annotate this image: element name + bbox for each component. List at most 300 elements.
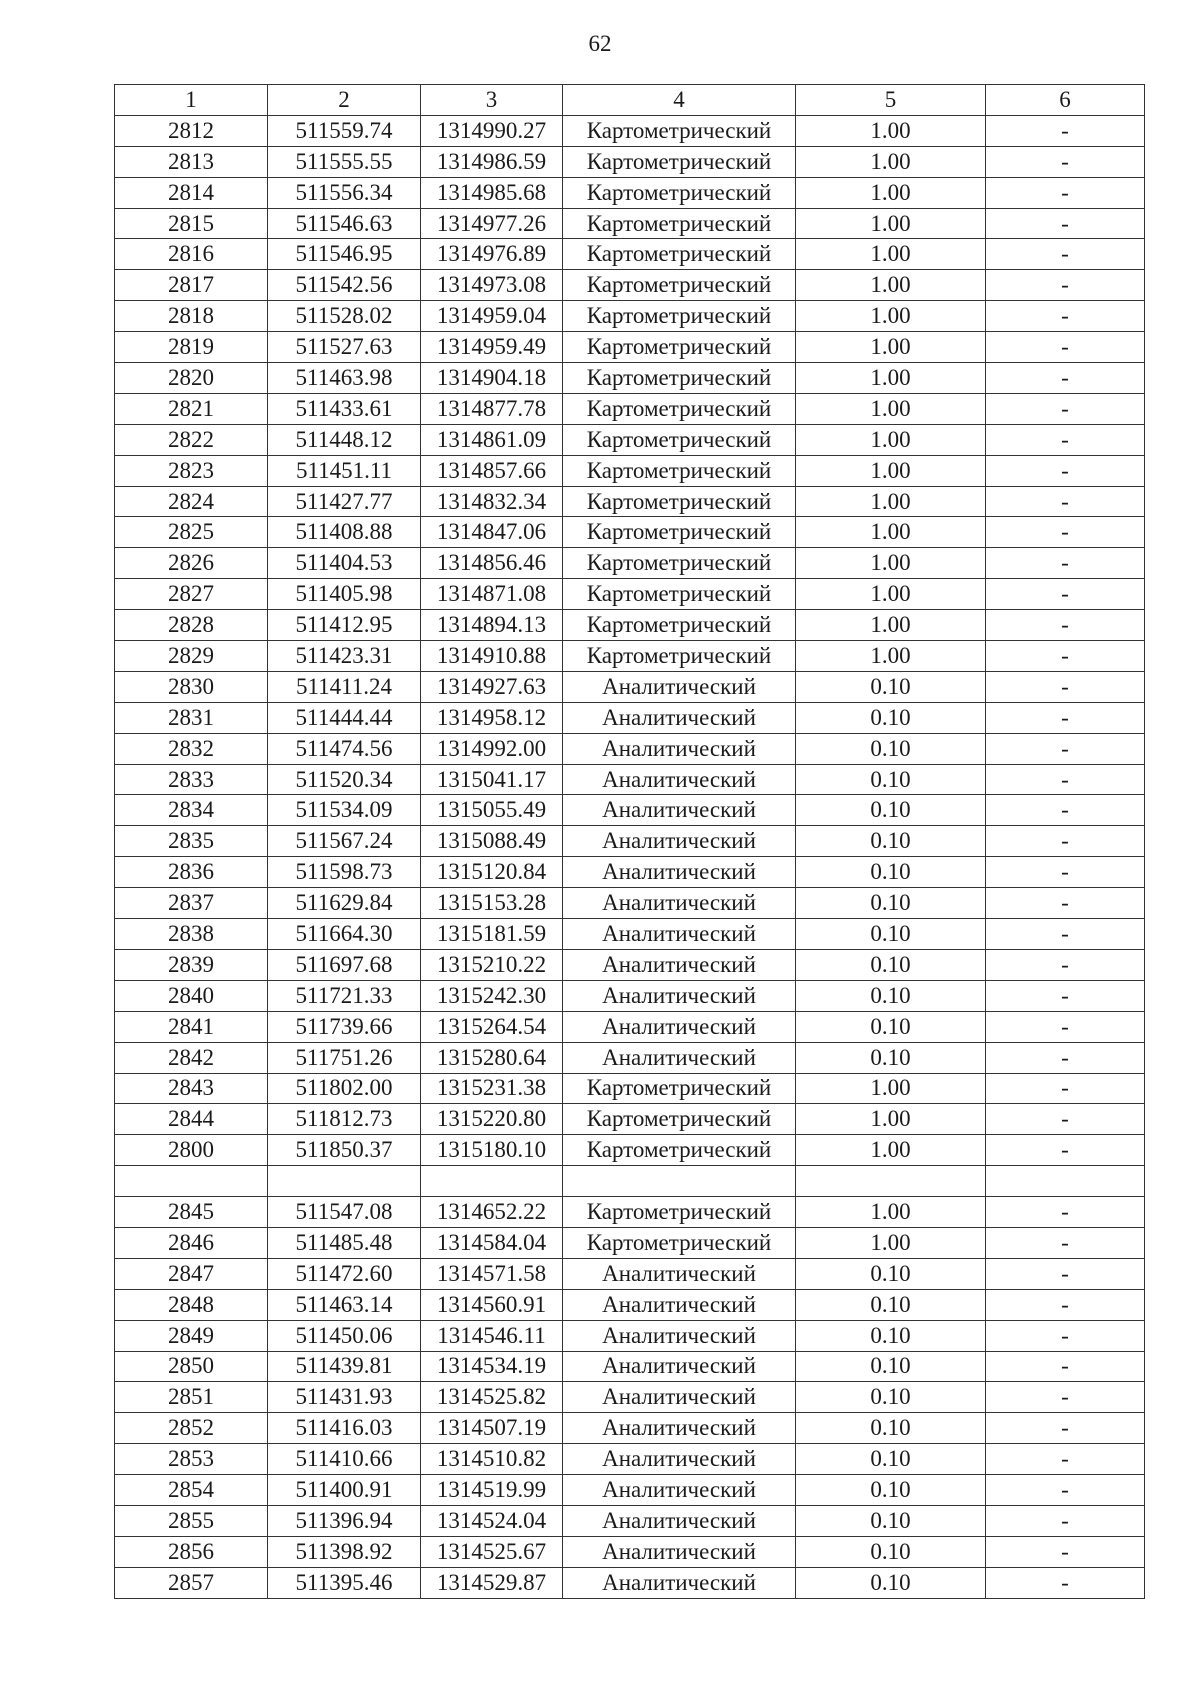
table-cell: Картометрический [563,424,796,455]
table-cell: 511396.94 [268,1505,421,1536]
table-cell: 1314976.89 [421,239,563,270]
table-row [115,980,1145,1011]
table-cell: 2832 [115,733,268,764]
table-cell: Аналитический [563,949,796,980]
table-cell: Аналитический [563,795,796,826]
table-cell: 2850 [115,1351,268,1382]
table-cell: - [986,919,1145,950]
table-cell: 0.10 [796,1536,986,1567]
table-row [115,393,1145,424]
table-cell: 0.10 [796,764,986,795]
table-cell: 511463.98 [268,363,421,394]
table-cell: 1315242.30 [421,980,563,1011]
table-cell: 1314510.82 [421,1444,563,1475]
table-cell: 1315153.28 [421,888,563,919]
table-cell: 1.00 [796,146,986,177]
table-row [115,146,1145,177]
table-cell: 2820 [115,363,268,394]
table-cell: 1315210.22 [421,949,563,980]
column-header: 4 [563,85,796,116]
table-cell: 1314546.11 [421,1320,563,1351]
table-cell: 0.10 [796,1011,986,1042]
table-cell: - [986,270,1145,301]
table-cell: 2817 [115,270,268,301]
table-cell: 0.10 [796,1351,986,1382]
table-cell: - [986,146,1145,177]
table-cell: Аналитический [563,733,796,764]
table-cell: 1.00 [796,455,986,486]
table-cell: 1314992.00 [421,733,563,764]
table-cell: - [986,239,1145,270]
table-cell: - [986,795,1145,826]
table-cell: - [986,671,1145,702]
table-cell: - [986,1042,1145,1073]
table-cell: 1314959.04 [421,301,563,332]
table-cell: 1314571.58 [421,1258,563,1289]
table-cell: 2821 [115,393,268,424]
table-cell: 2825 [115,517,268,548]
table-row [115,1135,1145,1166]
table-cell: - [986,1351,1145,1382]
table-cell: Аналитический [563,919,796,950]
table-cell: - [986,610,1145,641]
table-row [115,1505,1145,1536]
table-cell: Картометрический [563,548,796,579]
table-cell: 1.00 [796,641,986,672]
table-cell: 511450.06 [268,1320,421,1351]
table-cell: Картометрический [563,1197,796,1228]
table-cell: 511751.26 [268,1042,421,1073]
table-cell: 1315041.17 [421,764,563,795]
table-cell: 511546.63 [268,208,421,239]
table-cell: 511547.08 [268,1197,421,1228]
table-cell: 1314959.49 [421,332,563,363]
table-cell: 1314856.46 [421,548,563,579]
table-cell: 2851 [115,1382,268,1413]
table-row [115,888,1145,919]
table-cell: 1314832.34 [421,486,563,517]
table-cell: 2812 [115,115,268,146]
table-row [115,270,1145,301]
table-cell: 511416.03 [268,1413,421,1444]
table-row [115,702,1145,733]
blank-row [115,1166,1145,1197]
table-cell: - [986,1320,1145,1351]
table-cell: 1.00 [796,1073,986,1104]
table-row [115,733,1145,764]
table-cell: 1314861.09 [421,424,563,455]
table-cell: 2815 [115,208,268,239]
table-cell: 511527.63 [268,332,421,363]
table-cell: Аналитический [563,1382,796,1413]
table-cell: 2833 [115,764,268,795]
table-cell: Картометрический [563,301,796,332]
table-row [115,517,1145,548]
table-cell: 2838 [115,919,268,950]
table-cell: 2856 [115,1536,268,1567]
table-cell: - [986,579,1145,610]
table-cell: - [986,548,1145,579]
table-cell: 2847 [115,1258,268,1289]
table-cell: 511534.09 [268,795,421,826]
table-cell: 511395.46 [268,1567,421,1598]
table-cell: 2816 [115,239,268,270]
table-row [115,332,1145,363]
table-cell: 511850.37 [268,1135,421,1166]
table-cell: Аналитический [563,1505,796,1536]
table-cell: - [986,857,1145,888]
table-cell: 511474.56 [268,733,421,764]
table-cell: 2824 [115,486,268,517]
table-cell: 1314584.04 [421,1227,563,1258]
table-cell: 1314990.27 [421,115,563,146]
table-cell: Картометрический [563,177,796,208]
table-row [115,363,1145,394]
table-cell: - [986,301,1145,332]
table-cell: 2837 [115,888,268,919]
table-cell: 0.10 [796,1505,986,1536]
table-row [115,919,1145,950]
table-cell: 511567.24 [268,826,421,857]
table-cell: Картометрический [563,115,796,146]
table-cell: 1.00 [796,517,986,548]
table-cell: Аналитический [563,1444,796,1475]
table-cell: - [986,764,1145,795]
table-row [115,1351,1145,1382]
table-cell: 511423.31 [268,641,421,672]
table-cell: Аналитический [563,980,796,1011]
table-cell: 2846 [115,1227,268,1258]
blank-cell [115,1166,268,1197]
table-cell: 1.00 [796,332,986,363]
table-cell: 0.10 [796,671,986,702]
table-cell: 2835 [115,826,268,857]
table-cell: Картометрический [563,363,796,394]
table-cell: 1314958.12 [421,702,563,733]
table-cell: 0.10 [796,1320,986,1351]
table-body-block-1 [115,115,1145,1165]
table-cell: 0.10 [796,1289,986,1320]
table-cell: - [986,1197,1145,1228]
table-cell: - [986,641,1145,672]
table-cell: Аналитический [563,826,796,857]
table-cell: Аналитический [563,1289,796,1320]
table-cell: Картометрический [563,208,796,239]
table-cell: 2826 [115,548,268,579]
blank-cell [986,1166,1145,1197]
table-cell: 1.00 [796,579,986,610]
blank-cell [563,1166,796,1197]
table-cell: - [986,1382,1145,1413]
table-cell: 511629.84 [268,888,421,919]
table-row [115,671,1145,702]
table-cell: 511404.53 [268,548,421,579]
table-cell: 0.10 [796,1567,986,1598]
table-cell: 511451.11 [268,455,421,486]
table-row [115,610,1145,641]
table-body-block-2 [115,1197,1145,1599]
table-cell: 1315055.49 [421,795,563,826]
table-cell: 511546.95 [268,239,421,270]
table-row [115,764,1145,795]
table-cell: Аналитический [563,888,796,919]
table-cell: - [986,115,1145,146]
table-cell: Картометрический [563,393,796,424]
table-cell: Картометрический [563,1104,796,1135]
table-cell: 511697.68 [268,949,421,980]
table-cell: 2842 [115,1042,268,1073]
table-cell: 1314927.63 [421,671,563,702]
table-cell: 0.10 [796,888,986,919]
table-cell: Аналитический [563,671,796,702]
table-cell: 1314894.13 [421,610,563,641]
table-row [115,301,1145,332]
table-row [115,1011,1145,1042]
table-cell: 511739.66 [268,1011,421,1042]
table-cell: 511439.81 [268,1351,421,1382]
table-cell: 1314534.19 [421,1351,563,1382]
table-cell: - [986,1567,1145,1598]
table-cell: Аналитический [563,1413,796,1444]
table-row [115,208,1145,239]
table-row [115,1567,1145,1598]
table-cell: Картометрический [563,1073,796,1104]
table-row [115,579,1145,610]
table-cell: - [986,1505,1145,1536]
table-cell: 1.00 [796,301,986,332]
table-cell: 1315231.38 [421,1073,563,1104]
table-cell: - [986,363,1145,394]
table-cell: 511463.14 [268,1289,421,1320]
table-cell: 0.10 [796,702,986,733]
table-cell: 2831 [115,702,268,733]
table-cell: - [986,486,1145,517]
table-cell: 1315280.64 [421,1042,563,1073]
table-cell: 1.00 [796,363,986,394]
table-cell: 2834 [115,795,268,826]
table-cell: 2854 [115,1475,268,1506]
table-row [115,1258,1145,1289]
table-cell: 2849 [115,1320,268,1351]
table-row [115,1042,1145,1073]
table-row [115,826,1145,857]
table-cell: 511664.30 [268,919,421,950]
table-cell: 1.00 [796,270,986,301]
table-row [115,424,1145,455]
table-cell: 2828 [115,610,268,641]
column-header: 3 [421,85,563,116]
table-cell: 1.00 [796,1197,986,1228]
table-cell: 0.10 [796,980,986,1011]
blank-cell [268,1166,421,1197]
table-cell: Картометрический [563,641,796,672]
table-cell: 511408.88 [268,517,421,548]
table-cell: 2818 [115,301,268,332]
blank-cell [421,1166,563,1197]
table-row [115,795,1145,826]
table-row [115,641,1145,672]
table-cell: 1.00 [796,1104,986,1135]
table-cell: 1.00 [796,1135,986,1166]
table-cell: Аналитический [563,857,796,888]
table-cell: 511559.74 [268,115,421,146]
table-cell: 511410.66 [268,1444,421,1475]
table-cell: 2841 [115,1011,268,1042]
table-cell: - [986,517,1145,548]
table-cell: - [986,1135,1145,1166]
column-header: 1 [115,85,268,116]
table-cell: 0.10 [796,857,986,888]
table-cell: Картометрический [563,610,796,641]
table-cell: 1314529.87 [421,1567,563,1598]
table-cell: 1314525.67 [421,1536,563,1567]
table-cell: 1.00 [796,208,986,239]
table-cell: 1314985.68 [421,177,563,208]
table-cell: 1315088.49 [421,826,563,857]
table-cell: Аналитический [563,1320,796,1351]
table-cell: - [986,888,1145,919]
table-cell: 1314910.88 [421,641,563,672]
table-cell: 0.10 [796,1475,986,1506]
table-cell: - [986,826,1145,857]
table-cell: 2855 [115,1505,268,1536]
table-cell: 511528.02 [268,301,421,332]
blank-cell [796,1166,986,1197]
table-cell: - [986,1475,1145,1506]
table-cell: 2845 [115,1197,268,1228]
column-header: 6 [986,85,1145,116]
table-cell: 1314524.04 [421,1505,563,1536]
table-header-row [115,85,1145,116]
table-row [115,1413,1145,1444]
table-cell: - [986,393,1145,424]
table-cell: 2813 [115,146,268,177]
table-cell: - [986,1289,1145,1320]
table-cell: 1.00 [796,610,986,641]
table-cell: 2814 [115,177,268,208]
table-cell: - [986,1413,1145,1444]
table-row [115,949,1145,980]
table-cell: - [986,332,1145,363]
table-cell: 1.00 [796,548,986,579]
table-cell: 1314652.22 [421,1197,563,1228]
table-cell: 2848 [115,1289,268,1320]
table-cell: 511411.24 [268,671,421,702]
table-cell: 511412.95 [268,610,421,641]
table-cell: 2843 [115,1073,268,1104]
table-cell: 1314877.78 [421,393,563,424]
table-cell: - [986,1073,1145,1104]
table-cell: - [986,1104,1145,1135]
table-cell: Картометрический [563,239,796,270]
table-cell: 1.00 [796,239,986,270]
table-cell: 1.00 [796,486,986,517]
table-cell: 2823 [115,455,268,486]
table-cell: Картометрический [563,270,796,301]
table-cell: 511405.98 [268,579,421,610]
table-cell: 1314847.06 [421,517,563,548]
table-cell: 1315181.59 [421,919,563,950]
table-row [115,115,1145,146]
table-cell: - [986,733,1145,764]
table-cell: 1315180.10 [421,1135,563,1166]
table-cell: Аналитический [563,764,796,795]
table-row [115,1289,1145,1320]
table-cell: 0.10 [796,826,986,857]
table-row [115,548,1145,579]
table-cell: - [986,1011,1145,1042]
table-row [115,1227,1145,1258]
table-cell: 1314871.08 [421,579,563,610]
table-cell: 0.10 [796,1042,986,1073]
table-cell: 1314857.66 [421,455,563,486]
table-cell: 2839 [115,949,268,980]
table-cell: 511520.34 [268,764,421,795]
table-cell: 511433.61 [268,393,421,424]
table-row [115,455,1145,486]
table-cell: - [986,208,1145,239]
table-cell: 2852 [115,1413,268,1444]
table-row [115,177,1145,208]
table-cell: 511400.91 [268,1475,421,1506]
table-cell: 1314973.08 [421,270,563,301]
table-cell: 511472.60 [268,1258,421,1289]
table-separator [115,1166,1145,1197]
table-cell: - [986,1444,1145,1475]
table-row [115,1320,1145,1351]
table-cell: Картометрический [563,517,796,548]
page-number: 62 [588,31,612,56]
table-cell: Аналитический [563,702,796,733]
table-cell: Картометрический [563,1135,796,1166]
table-cell: Аналитический [563,1351,796,1382]
table-cell: 0.10 [796,949,986,980]
table-row [115,1104,1145,1135]
table-cell: Картометрический [563,1227,796,1258]
table-cell: Картометрический [563,332,796,363]
table-cell: - [986,424,1145,455]
table-cell: Картометрический [563,579,796,610]
table-cell: 1314560.91 [421,1289,563,1320]
table-cell: 2830 [115,671,268,702]
table-cell: Картометрический [563,146,796,177]
table-row [115,857,1145,888]
table-cell: 1314507.19 [421,1413,563,1444]
table-cell: - [986,1536,1145,1567]
table-cell: 2857 [115,1567,268,1598]
table-cell: 1.00 [796,1227,986,1258]
table-cell: 511448.12 [268,424,421,455]
table-cell: Картометрический [563,486,796,517]
table-cell: Аналитический [563,1536,796,1567]
column-header: 5 [796,85,986,116]
table-cell: Аналитический [563,1475,796,1506]
table-cell: 511556.34 [268,177,421,208]
table-cell: 2819 [115,332,268,363]
table-cell: 511555.55 [268,146,421,177]
table-cell: 0.10 [796,733,986,764]
table-cell: 1315120.84 [421,857,563,888]
table-cell: 511598.73 [268,857,421,888]
table-cell: 0.10 [796,1382,986,1413]
table-row [115,1382,1145,1413]
table-cell: 2822 [115,424,268,455]
table-cell: 2800 [115,1135,268,1166]
table-cell: 1314519.99 [421,1475,563,1506]
table-cell: 1314904.18 [421,363,563,394]
table-cell: 511802.00 [268,1073,421,1104]
table-row [115,486,1145,517]
